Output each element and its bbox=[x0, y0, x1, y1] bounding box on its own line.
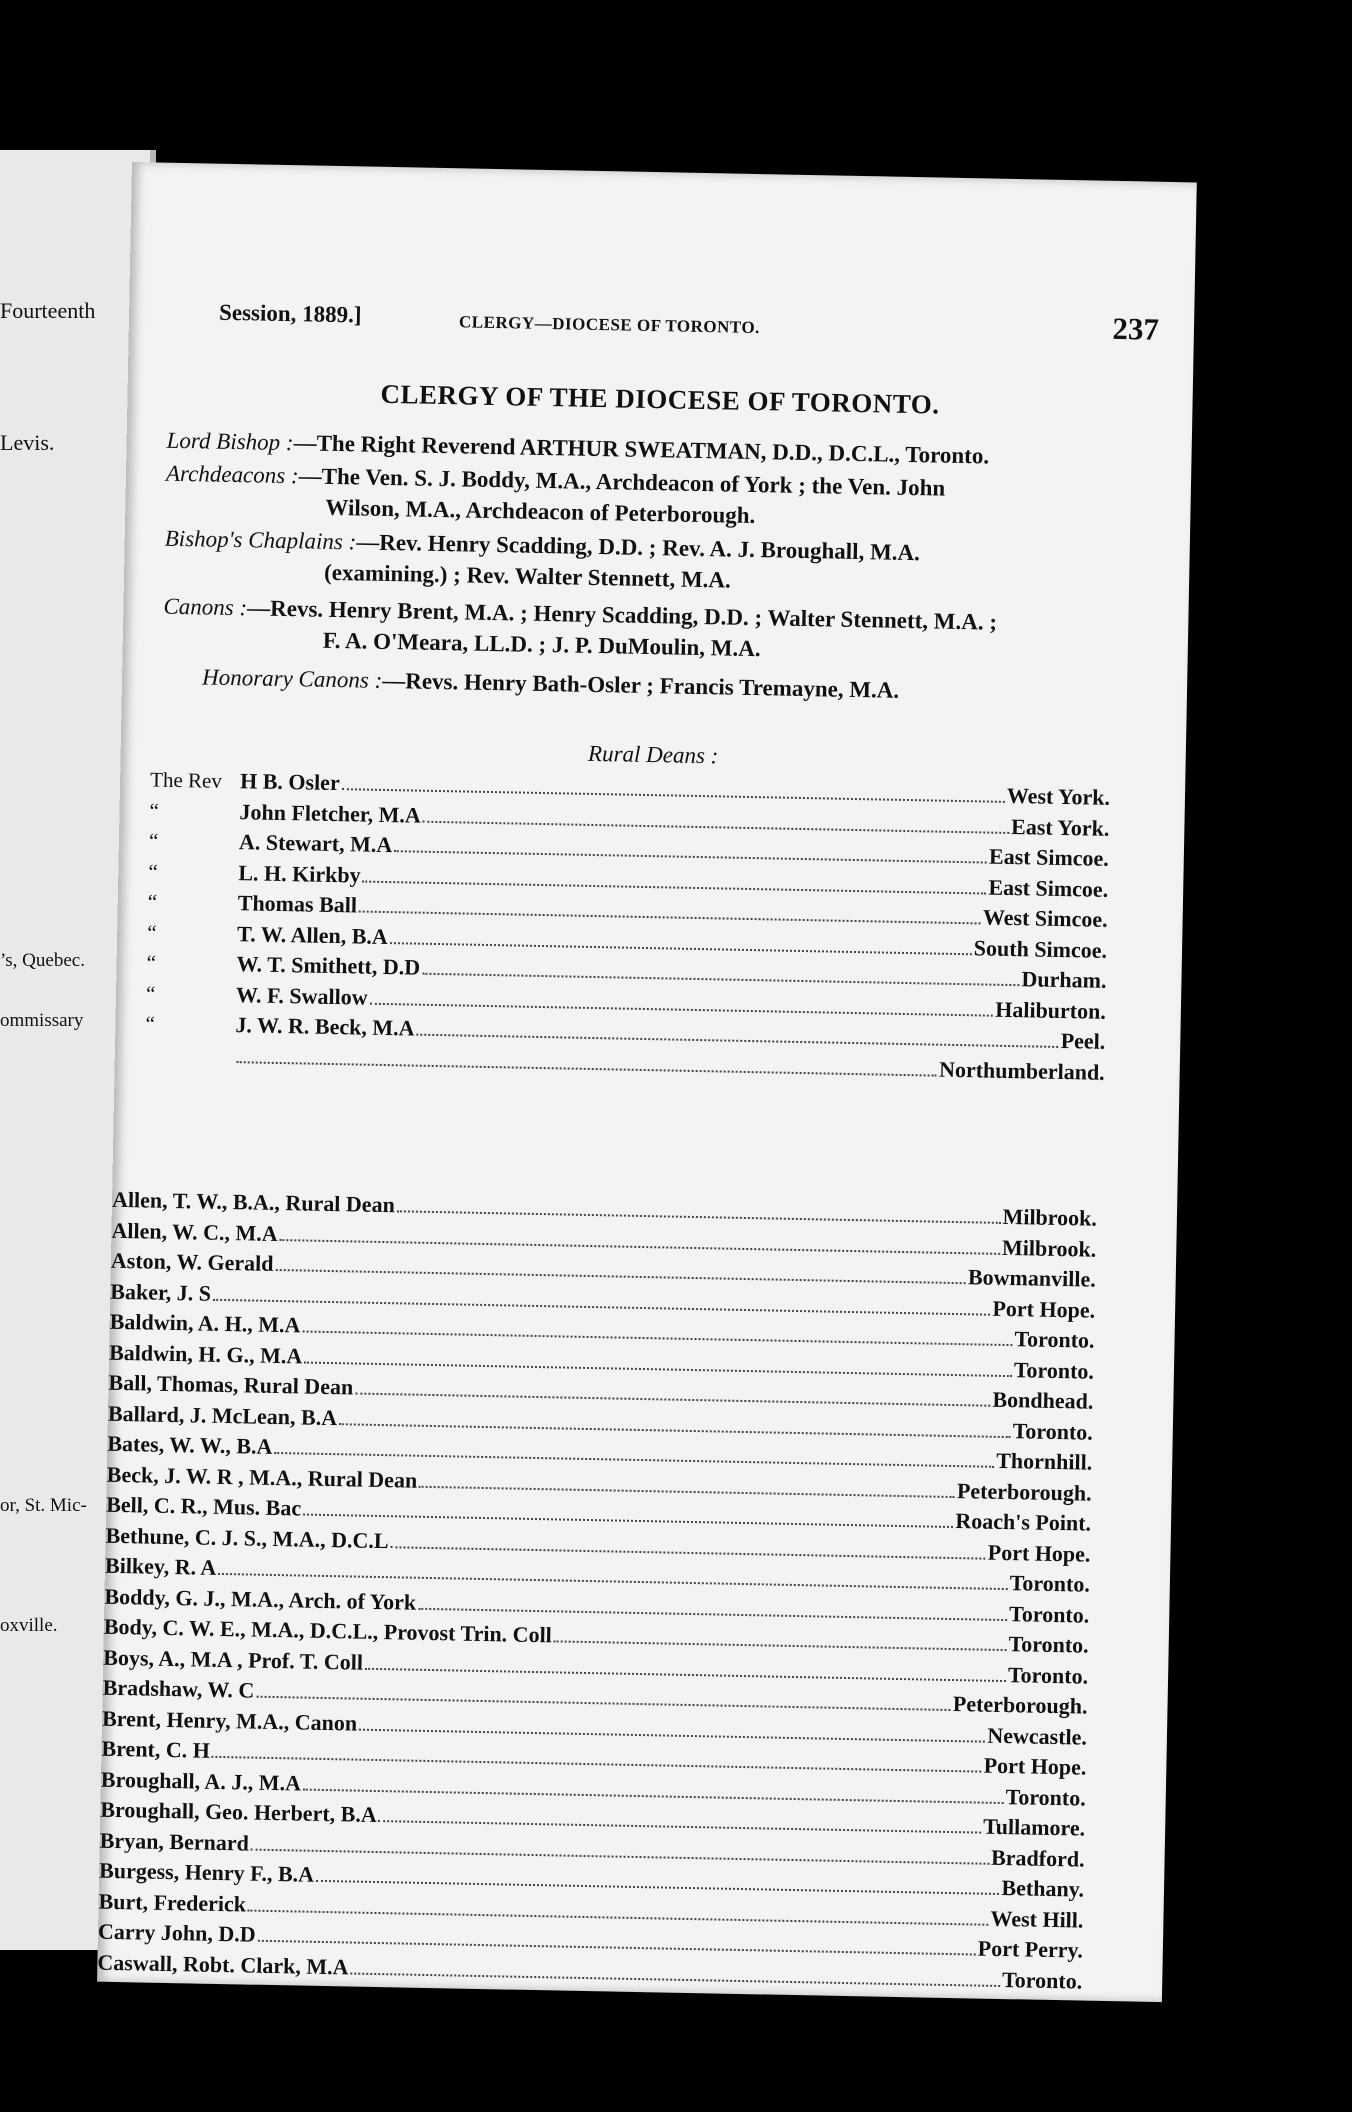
row-prefix: “ bbox=[148, 828, 159, 853]
clergy-name: A. Stewart, M.A bbox=[238, 829, 393, 858]
clergy-place: Bethany. bbox=[1001, 1875, 1085, 1902]
dot-leader bbox=[275, 1269, 966, 1284]
clergy-name: W. T. Smithett, D.D bbox=[236, 951, 421, 980]
dot-leader bbox=[416, 1034, 1058, 1048]
left-fragment: oxville. bbox=[0, 1615, 58, 1636]
official-text: —Revs. Henry Brent, M.A. ; Henry Scadding, D.D. ; Walter Stennett, M.A. ; bbox=[246, 595, 998, 635]
clergy-name: Baldwin, H. G., M.A bbox=[108, 1339, 303, 1368]
clergy-place: Toronto. bbox=[1009, 1570, 1091, 1597]
clergy-place: West Simcoe. bbox=[982, 904, 1108, 932]
page-header bbox=[219, 294, 1160, 352]
clergy-place: Newcastle. bbox=[987, 1722, 1088, 1750]
left-fragment: Fourteenth bbox=[0, 298, 96, 323]
clergy-name: Boys, A., M.A , Prof. T. Coll bbox=[103, 1644, 364, 1675]
clergy-name: Allen, W. C., M.A bbox=[111, 1217, 278, 1246]
page-title: CLERGY OF THE DIOCESE OF TORONTO. bbox=[380, 378, 940, 420]
clergy-name: Baker, J. S bbox=[110, 1278, 212, 1306]
clergy-name: Bradshaw, W. C bbox=[102, 1674, 255, 1703]
session-label: Session, 1889.] bbox=[218, 299, 362, 328]
left-fragment: Levis. bbox=[0, 430, 55, 455]
clergy-place: East Simcoe. bbox=[988, 843, 1110, 871]
clergy-place: Tullamore. bbox=[982, 1813, 1086, 1841]
official-continuation: F. A. O'Meara, LL.D. ; J. P. DuMoulin, M.A. bbox=[322, 627, 761, 662]
official-entry bbox=[163, 591, 1124, 671]
row-prefix: “ bbox=[146, 950, 157, 975]
row-prefix: “ bbox=[149, 797, 160, 823]
clergy-name: Body, C. W. E., M.A., D.C.L., Provost Trin. Coll bbox=[103, 1613, 553, 1648]
clergy-name: Thomas Ball bbox=[237, 890, 358, 918]
official-text: —Revs. Henry Bath-Osler ; Francis Tremayne, M.A. bbox=[382, 667, 900, 703]
official-continuation: Wilson, M.A., Archdeacon of Peterborough. bbox=[325, 494, 756, 529]
dot-leader bbox=[423, 820, 1009, 833]
dot-leader bbox=[350, 1972, 1000, 1986]
dot-leader bbox=[365, 1667, 1006, 1681]
dot-leader bbox=[256, 1696, 951, 1711]
row-prefix: “ bbox=[145, 980, 156, 1006]
left-fragment: ’s, Quebec. bbox=[0, 950, 85, 971]
clergy-name: Ballard, J. McLean, B.A bbox=[107, 1400, 338, 1430]
clergy-place: Toronto. bbox=[1013, 1356, 1095, 1384]
left-fragment: or, St. Mic- bbox=[0, 1495, 87, 1516]
dot-leader bbox=[419, 1485, 955, 1497]
clergy-place: Toronto. bbox=[1008, 1631, 1089, 1658]
dot-leader bbox=[342, 788, 1005, 803]
clergy-place: Thornhill. bbox=[996, 1447, 1093, 1475]
clergy-name: Ball, Thomas, Rural Dean bbox=[108, 1369, 354, 1400]
dot-leader bbox=[258, 1940, 976, 1956]
clergy-place: Milbrook. bbox=[1001, 1234, 1097, 1262]
clergy-name: Carry John, D.D bbox=[97, 1918, 256, 1947]
clergy-place: Port Hope. bbox=[992, 1295, 1096, 1323]
dot-leader bbox=[379, 1820, 981, 1834]
clergy-name: Bilkey, R. A bbox=[104, 1552, 217, 1580]
dot-leader bbox=[339, 1423, 1011, 1438]
clergy-name: Broughall, A. J., M.A bbox=[100, 1766, 302, 1796]
clergy-name: W. F. Swallow bbox=[235, 981, 368, 1010]
clergy-place: Toronto. bbox=[1012, 1417, 1094, 1445]
clergy-place: Haliburton. bbox=[995, 996, 1107, 1024]
clergy-place: West York. bbox=[1006, 782, 1111, 810]
dot-leader bbox=[390, 942, 972, 955]
official-continuation: (examining.) ; Rev. Walter Stennett, M.A. bbox=[323, 559, 732, 593]
clergy-place: East Simcoe. bbox=[988, 874, 1109, 902]
row-prefix: “ bbox=[146, 919, 157, 945]
clergy-name: T. W. Allen, B.A bbox=[236, 920, 389, 949]
dot-leader bbox=[355, 1393, 990, 1407]
page-number: 237 bbox=[1112, 310, 1160, 347]
clergy-place: Durham. bbox=[1021, 966, 1107, 993]
clergy-name: Allen, T. W., B.A., Rural Dean bbox=[111, 1186, 396, 1218]
clergy-name: Broughall, Geo. Herbert, B.A bbox=[100, 1796, 377, 1828]
clergy-place: Milbrook. bbox=[1002, 1203, 1098, 1231]
official-label: Archdeacons : bbox=[165, 460, 299, 489]
clergy-place: Toronto. bbox=[1008, 1600, 1090, 1628]
dot-leader bbox=[422, 973, 1019, 986]
clergy-name: Bryan, Bernard bbox=[99, 1827, 250, 1856]
clergy-name: Bates, W. W., B.A bbox=[107, 1430, 273, 1459]
clergy-place: East York. bbox=[1010, 813, 1110, 841]
clergy-name: Bell, C. R., Mus. Bac bbox=[105, 1491, 302, 1521]
clergy-place: Toronto. bbox=[1001, 1966, 1083, 1994]
official-label: Lord Bishop : bbox=[166, 427, 294, 456]
row-prefix: “ bbox=[147, 889, 158, 914]
clergy-name: Boddy, G. J., M.A., Arch. of York bbox=[104, 1583, 417, 1615]
clergy-name: Caswall, Robt. Clark, M.A bbox=[97, 1949, 349, 1979]
document-page bbox=[97, 162, 1197, 2002]
clergy-name: Brent, C. H bbox=[101, 1735, 211, 1763]
clergy-place: Port Hope. bbox=[987, 1539, 1091, 1567]
dot-leader bbox=[302, 1330, 1012, 1346]
clergy-place: Peterborough. bbox=[952, 1691, 1088, 1719]
clergy-name: Aston, W. Gerald bbox=[110, 1247, 274, 1276]
dot-leader bbox=[397, 1210, 1001, 1224]
clergy-place: Peel. bbox=[1060, 1027, 1106, 1054]
clergy-place: Roach's Point. bbox=[955, 1508, 1092, 1536]
clergy-place: Toronto. bbox=[1007, 1661, 1089, 1689]
row-prefix: “ bbox=[148, 858, 158, 884]
clergy-place: Toronto. bbox=[1014, 1326, 1095, 1353]
dot-leader bbox=[418, 1607, 1007, 1620]
clergy-name: L. H. Kirkby bbox=[238, 859, 361, 888]
clergy-list bbox=[97, 1187, 1097, 1999]
dot-leader bbox=[362, 880, 986, 894]
clergy-place: Toronto. bbox=[1005, 1783, 1087, 1811]
clergy-name: H B. Osler bbox=[239, 768, 340, 796]
official-label: Bishop's Chaplains : bbox=[164, 525, 357, 555]
dot-leader bbox=[274, 1452, 994, 1468]
official-label: Honorary Canons : bbox=[201, 664, 383, 693]
dot-leader bbox=[554, 1640, 1007, 1651]
clergy-place: Bradford. bbox=[990, 1844, 1085, 1872]
clergy-place: West Hill. bbox=[990, 1905, 1084, 1933]
dot-leader bbox=[303, 1788, 1004, 1803]
row-prefix: The Rev bbox=[149, 767, 223, 793]
clergy-place: Northumberland. bbox=[938, 1056, 1105, 1085]
clergy-name: J. W. R. Beck, M.A bbox=[235, 1012, 415, 1041]
running-head: CLERGY—DIOCESE OF TORONTO. bbox=[458, 312, 761, 338]
clergy-name: Burgess, Henry F., B.A bbox=[98, 1857, 315, 1887]
clergy-name: Baldwin, A. H., M.A bbox=[109, 1308, 301, 1338]
rural-deans-list bbox=[145, 766, 1111, 1089]
dot-leader bbox=[370, 1002, 994, 1016]
clergy-name: Beck, J. W. R , M.A., Rural Dean bbox=[106, 1461, 418, 1493]
dot-leader bbox=[303, 1514, 953, 1528]
clergy-name: Bethune, C. J. S., M.A., D.C.L bbox=[105, 1522, 389, 1553]
dot-leader bbox=[390, 1546, 985, 1559]
clergy-place: Bondhead. bbox=[992, 1386, 1094, 1414]
row-prefix bbox=[145, 1061, 235, 1063]
rural-deans-heading: Rural Deans : bbox=[587, 740, 719, 769]
row-prefix: “ bbox=[145, 1011, 156, 1036]
clergy-place: South Simcoe. bbox=[973, 934, 1108, 963]
clergy-name: Burt, Frederick bbox=[98, 1888, 247, 1917]
clergy-place: Port Hope. bbox=[983, 1752, 1087, 1780]
dot-leader bbox=[237, 1061, 937, 1076]
clergy-name: John Fletcher, M.A bbox=[239, 798, 422, 828]
clergy-name: Brent, Henry, M.A., Canon bbox=[101, 1705, 358, 1736]
dot-leader bbox=[359, 910, 981, 924]
dot-leader bbox=[394, 850, 987, 863]
official-text: —The Right Reverend ARTHUR SWEATMAN, D.D., D.C.L., Toronto. bbox=[293, 430, 990, 469]
dot-leader bbox=[316, 1880, 999, 1895]
left-fragment: ommissary bbox=[0, 1010, 84, 1031]
official-text: —Rev. Henry Scadding, D.D. ; Rev. A. J. Broughall, M.A. bbox=[356, 529, 921, 566]
dot-leader bbox=[304, 1361, 1012, 1377]
dot-leader bbox=[280, 1239, 1000, 1255]
clergy-place: Bowmanville. bbox=[967, 1264, 1096, 1292]
clergy-place: Peterborough. bbox=[956, 1477, 1092, 1506]
official-text: —The Ven. S. J. Boddy, M.A., Archdeacon of York ; the Ven. John bbox=[298, 463, 946, 501]
dot-leader bbox=[359, 1728, 985, 1742]
official-label: Canons : bbox=[163, 593, 248, 621]
clergy-place: Port Perry. bbox=[977, 1935, 1084, 1963]
